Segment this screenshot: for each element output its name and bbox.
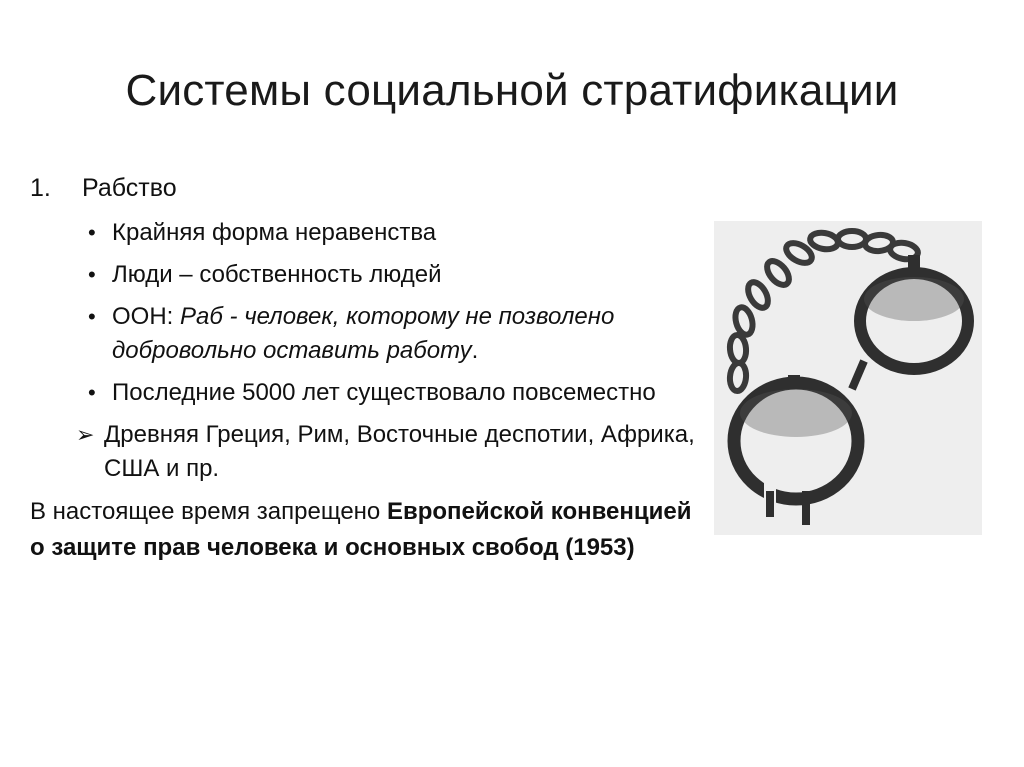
shackles-image: [714, 221, 982, 535]
bullet-text: Последние 5000 лет существовало повсеместно: [112, 379, 656, 406]
bullet-dot-icon: •: [88, 262, 96, 287]
item-heading: Рабство: [82, 174, 177, 202]
slide-content: [30, 170, 710, 566]
bullet-item: [82, 216, 710, 250]
arrow-bullet-item: [76, 418, 710, 486]
bullet-text: Крайняя форма неравенства: [112, 219, 437, 246]
bullet-text: Древняя Греция, Рим, Восточные деспотии, Африка, США и пр.: [104, 421, 695, 482]
bullet-item: [82, 258, 710, 292]
ban-note: [30, 494, 710, 566]
slave-definition: Раб - человек, которому не позволено добровольно оставить работу: [112, 303, 615, 364]
bullet-item: [82, 376, 710, 410]
numbered-item: [30, 170, 710, 206]
bullet-text: Люди – собственность людей: [112, 261, 442, 288]
slide-title: Системы социальной стратификации: [125, 66, 899, 115]
item-number: 1.: [30, 174, 51, 202]
shackles-photo: [714, 221, 982, 535]
arrow-bullet-icon: ➢: [76, 422, 95, 447]
bullet-item: [82, 300, 710, 368]
bullet-dot-icon: •: [88, 380, 96, 405]
bullet-list: [30, 216, 710, 486]
bullet-dot-icon: •: [88, 220, 96, 245]
note-convention: Европейской конвенцией о защите прав человека и основных свобод: [30, 498, 692, 561]
bullet-text-prefix: ООН:: [112, 303, 181, 330]
note-year: (1953): [565, 534, 635, 561]
bullet-dot-icon: •: [88, 304, 96, 329]
note-plain: В настоящее время запрещено: [30, 498, 387, 525]
bullet-text-suffix: .: [471, 337, 479, 364]
